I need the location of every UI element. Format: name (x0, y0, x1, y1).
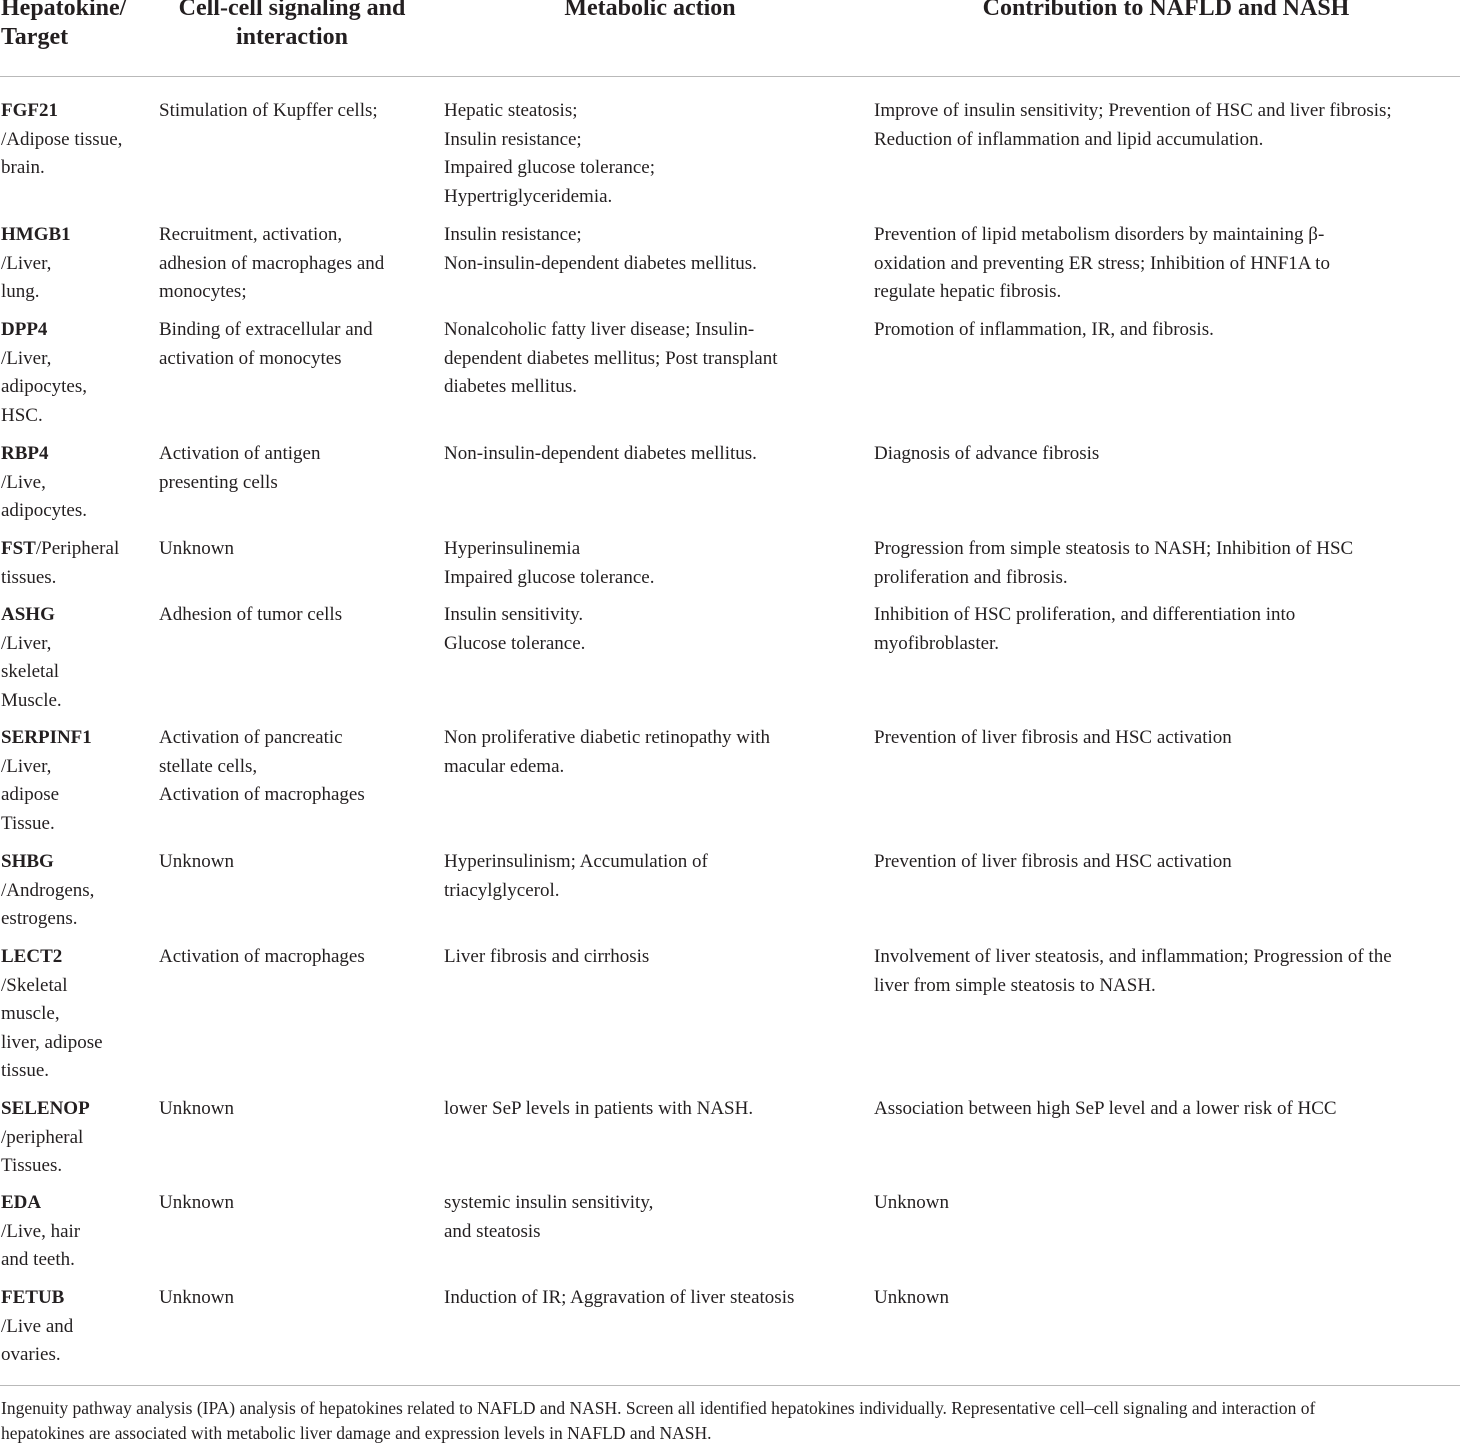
metabolic-text: triacylglycerol. (444, 879, 560, 901)
hepatokine-name: HMGB1 (1, 224, 71, 245)
signaling-text: Activation of macrophages (159, 946, 365, 967)
target-text: muscle, (1, 1003, 60, 1025)
cell-hepatokine-target (1, 724, 151, 838)
cell-metabolic (444, 848, 856, 905)
signaling-text: monocytes; (159, 281, 247, 303)
metabolic-text: Hepatic steatosis; (444, 100, 578, 121)
target-text: /Liver, (1, 632, 52, 654)
hepatokine-name: SERPINF1 (1, 727, 92, 748)
contribution-text: Unknown (874, 1192, 949, 1213)
hepatokine-name: RBP4 (1, 443, 49, 464)
cell-metabolic (444, 1095, 856, 1124)
cell-signaling (159, 1284, 429, 1313)
contribution-text: proliferation and fibrosis. (874, 566, 1068, 588)
target-text: tissues. (1, 566, 57, 588)
hepatokine-name: ASHG (1, 604, 55, 625)
contribution-text: Reduction of inflammation and lipid accumulation. (874, 128, 1264, 150)
metabolic-text: Insulin resistance; (444, 128, 582, 150)
metabolic-text: Hypertriglyceridemia. (444, 185, 613, 207)
cell-metabolic (444, 535, 856, 592)
cell-hepatokine-target (1, 535, 151, 592)
cell-metabolic (444, 440, 856, 469)
contribution-text: Prevention of liver fibrosis and HSC activation (874, 851, 1232, 872)
metabolic-text: Insulin resistance; (444, 224, 582, 245)
metabolic-text: diabetes mellitus. (444, 376, 577, 398)
metabolic-text: lower SeP levels in patients with NASH. (444, 1098, 754, 1119)
target-text: lung. (1, 281, 40, 303)
signaling-text: Activation of antigen (159, 443, 321, 464)
header-metabolic-action: Metabolic action (564, 0, 736, 21)
cell-metabolic (444, 1189, 856, 1246)
cell-contribution (874, 316, 1460, 345)
metabolic-text: Liver fibrosis and cirrhosis (444, 946, 650, 967)
metabolic-text: macular edema. (444, 755, 565, 777)
hepatokine-name: LECT2 (1, 946, 63, 967)
cell-hepatokine-target (1, 1095, 151, 1181)
contribution-text: Diagnosis of advance fibrosis (874, 443, 1100, 464)
cell-metabolic (444, 601, 856, 658)
footnote-line: Ingenuity pathway analysis (IPA) analysis of hepatokines related to NAFLD and NASH. Screen all identified hepatokines individually. Representative cell–cell signaling and interaction of (1, 1398, 1316, 1418)
metabolic-text: and steatosis (444, 1220, 541, 1242)
cell-metabolic (444, 943, 856, 972)
table-footnote (0, 1385, 1460, 1443)
table-header (0, 0, 1460, 77)
footnote-line: hepatokines are associated with metabolic liver damage and expression levels in NAFLD and NASH. (1, 1422, 712, 1443)
contribution-text: Unknown (874, 1287, 949, 1308)
signaling-text: Unknown (159, 851, 234, 872)
signaling-text: adhesion of macrophages and (159, 252, 385, 274)
metabolic-text: Induction of IR; Aggravation of liver steatosis (444, 1287, 795, 1308)
cell-metabolic (444, 316, 856, 402)
hepatokine-name: DPP4 (1, 319, 48, 340)
cell-contribution (874, 1189, 1460, 1218)
target-text: ovaries. (1, 1344, 61, 1366)
target-text: Tissues. (1, 1155, 63, 1177)
metabolic-text: Non proliferative diabetic retinopathy with (444, 727, 771, 748)
cell-signaling (159, 601, 429, 630)
cell-contribution (874, 601, 1460, 658)
cell-signaling (159, 221, 429, 307)
metabolic-text: Nonalcoholic fatty liver disease; Insulin- (444, 319, 755, 340)
target-text: /Live, (1, 471, 46, 493)
target-text: brain. (1, 157, 45, 179)
contribution-text: Progression from simple steatosis to NASH; Inhibition of HSC (874, 538, 1354, 559)
signaling-text: Activation of pancreatic (159, 727, 343, 748)
cell-metabolic (444, 97, 856, 211)
contribution-text: Prevention of lipid metabolism disorders by maintaining β- (874, 224, 1325, 245)
cell-hepatokine-target (1, 1189, 151, 1275)
cell-hepatokine-target (1, 601, 151, 715)
metabolic-text: Glucose tolerance. (444, 632, 586, 654)
hepatokine-name: SELENOP (1, 1098, 90, 1119)
hepatokine-name: FETUB (1, 1287, 65, 1308)
target-text: /Peripheral (35, 538, 120, 559)
metabolic-text: dependent diabetes mellitus; Post transplant (444, 347, 778, 369)
target-text: HSC. (1, 404, 43, 426)
target-text: Muscle. (1, 689, 62, 711)
target-text: liver, adipose (1, 1031, 103, 1053)
target-text: estrogens. (1, 908, 78, 930)
header-contribution: Contribution to NAFLD and NASH (982, 0, 1350, 21)
cell-contribution (874, 440, 1460, 469)
contribution-text: regulate hepatic fibrosis. (874, 281, 1062, 303)
cell-signaling (159, 97, 429, 126)
contribution-text: Prevention of liver fibrosis and HSC activation (874, 727, 1232, 748)
signaling-text: Unknown (159, 1098, 234, 1119)
contribution-text: Inhibition of HSC proliferation, and differentiation into (874, 604, 1296, 625)
signaling-text: Unknown (159, 538, 234, 559)
target-text: /Androgens, (1, 879, 95, 901)
signaling-text: Recruitment, activation, (159, 224, 343, 245)
signaling-text: Adhesion of tumor cells (159, 604, 343, 625)
contribution-text: liver from simple steatosis to NASH. (874, 974, 1156, 996)
target-text: skeletal (1, 661, 60, 683)
target-text: /Liver, (1, 755, 52, 777)
signaling-text: stellate cells, (159, 755, 258, 777)
contribution-text: Promotion of inflammation, IR, and fibrosis. (874, 319, 1214, 340)
contribution-text: myofibroblaster. (874, 632, 1000, 654)
hepatokine-name: SHBG (1, 851, 54, 872)
cell-hepatokine-target (1, 848, 151, 934)
hepatokine-name: FST (1, 538, 36, 559)
target-text: and teeth. (1, 1249, 75, 1271)
metabolic-text: Impaired glucose tolerance. (444, 566, 655, 588)
hepatokine-name: EDA (1, 1192, 42, 1213)
contribution-text: Involvement of liver steatosis, and inflammation; Progression of the (874, 946, 1392, 967)
target-text: /Liver, (1, 347, 52, 369)
signaling-text: Unknown (159, 1192, 234, 1213)
target-text: adipose (1, 784, 60, 806)
signaling-text: Activation of macrophages (159, 784, 365, 806)
cell-signaling (159, 440, 429, 497)
hepatokine-name: FGF21 (1, 100, 58, 121)
cell-contribution (874, 535, 1460, 592)
target-text: /Liver, (1, 252, 52, 274)
cell-contribution (874, 97, 1460, 154)
target-text: adipocytes. (1, 500, 88, 522)
contribution-text: Association between high SeP level and a lower risk of HCC (874, 1098, 1337, 1119)
cell-hepatokine-target (1, 943, 151, 1086)
signaling-text: presenting cells (159, 471, 278, 493)
cell-signaling (159, 1189, 429, 1218)
target-text: /Live and (1, 1315, 74, 1337)
metabolic-text: Insulin sensitivity. (444, 604, 584, 625)
cell-contribution (874, 848, 1460, 877)
cell-hepatokine-target (1, 97, 151, 183)
cell-hepatokine-target (1, 1284, 151, 1370)
metabolic-text: systemic insulin sensitivity, (444, 1192, 654, 1213)
cell-hepatokine-target (1, 440, 151, 526)
target-text: /Live, hair (1, 1220, 81, 1242)
cell-metabolic (444, 724, 856, 781)
target-text: /Adipose tissue, (1, 128, 123, 150)
signaling-text: Unknown (159, 1287, 234, 1308)
header-hepatokine-target: Hepatokine/ Target (1, 0, 127, 50)
cell-signaling (159, 316, 429, 373)
cell-signaling (159, 724, 429, 810)
cell-signaling (159, 943, 429, 972)
target-text: /peripheral (1, 1126, 84, 1148)
target-text: tissue. (1, 1060, 50, 1082)
cell-signaling (159, 1095, 429, 1124)
metabolic-text: Hyperinsulinemia (444, 538, 581, 559)
cell-contribution (874, 1284, 1460, 1313)
signaling-text: Stimulation of Kupffer cells; (159, 100, 378, 121)
metabolic-text: Non-insulin-dependent diabetes mellitus. (444, 443, 757, 464)
header-cell-signaling: Cell-cell signaling and interaction (178, 0, 406, 50)
cell-hepatokine-target (1, 316, 151, 430)
cell-signaling (159, 535, 429, 564)
cell-hepatokine-target (1, 221, 151, 307)
signaling-text: Binding of extracellular and (159, 319, 373, 340)
cell-contribution (874, 1095, 1460, 1124)
metabolic-text: Non-insulin-dependent diabetes mellitus. (444, 252, 757, 274)
signaling-text: activation of monocytes (159, 347, 342, 369)
cell-contribution (874, 943, 1460, 1000)
metabolic-text: Hyperinsulinism; Accumulation of (444, 851, 708, 872)
cell-signaling (159, 848, 429, 877)
contribution-text: Improve of insulin sensitivity; Prevention of HSC and liver fibrosis; (874, 100, 1392, 121)
cell-contribution (874, 724, 1460, 753)
target-text: /Skeletal (1, 974, 68, 996)
cell-contribution (874, 221, 1460, 307)
target-text: Tissue. (1, 812, 55, 834)
contribution-text: oxidation and preventing ER stress; Inhibition of HNF1A to (874, 252, 1330, 274)
metabolic-text: Impaired glucose tolerance; (444, 157, 656, 179)
cell-metabolic (444, 221, 856, 278)
cell-metabolic (444, 1284, 856, 1313)
target-text: adipocytes, (1, 376, 88, 398)
